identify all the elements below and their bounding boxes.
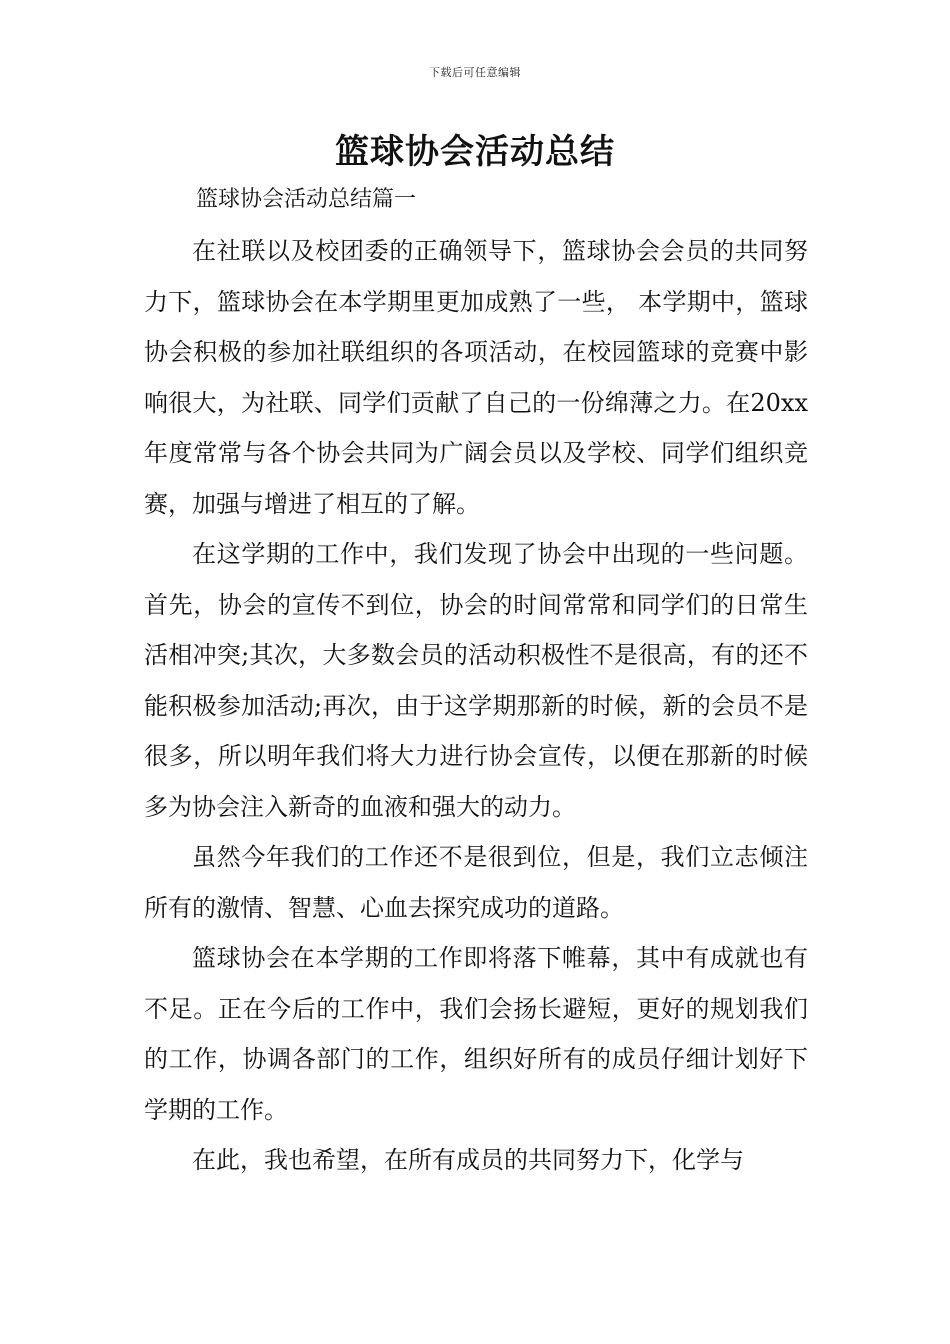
header-note: 下载后可任意编辑 — [429, 66, 521, 79]
body-text — [144, 226, 808, 1186]
section-subtitle: 篮球协会活动总结篇一 — [196, 187, 417, 212]
paragraph: 篮球协会在本学期的工作即将落下帷幕，其中有成就也有不足。正在今后的工作中，我们会扬长避短，更好的规划我们的工作，协调各部门的工作，组织好所有的成员仔细计划好下学期的工作。 — [144, 944, 808, 1124]
paragraph: 虽然今年我们的工作还不是很到位，但是，我们立志倾注所有的激情、智慧、心血去探究成功的道路。 — [144, 843, 808, 922]
paragraph: 在此，我也希望，在所有成员的共同努力下，化学与 — [192, 1146, 744, 1174]
paragraph: 在社联以及校团委的正确领导下，篮球协会会员的共同努力下，篮球协会在本学期里更加成熟了一些， 本学期中，篮球协会积极的参加社联组织的各项活动，在校园篮球的竞赛中影响很大，为社联、同学们贡献了自己的一份绵薄之力。在20xx年度常常与各个协会共同为广阔会员以及学校、同学们组织竞赛，加强与增进了相互的了解。 — [144, 237, 808, 518]
paragraph: 在这学期的工作中，我们发现了协会中出现的一些问题。首先，协会的宣传不到位，协会的时间常常和同学们的日常生活相冲突;其次，大多数会员的活动积极性不是很高，有的还不能积极参加活动;再次，由于这学期那新的时候，新的会员不是很多，所以明年我们将大力进行协会宣传，以便在那新的时候多为协会注入新奇的血液和强大的动力。 — [144, 540, 808, 821]
page-title: 篮球协会活动总结 — [335, 132, 615, 172]
